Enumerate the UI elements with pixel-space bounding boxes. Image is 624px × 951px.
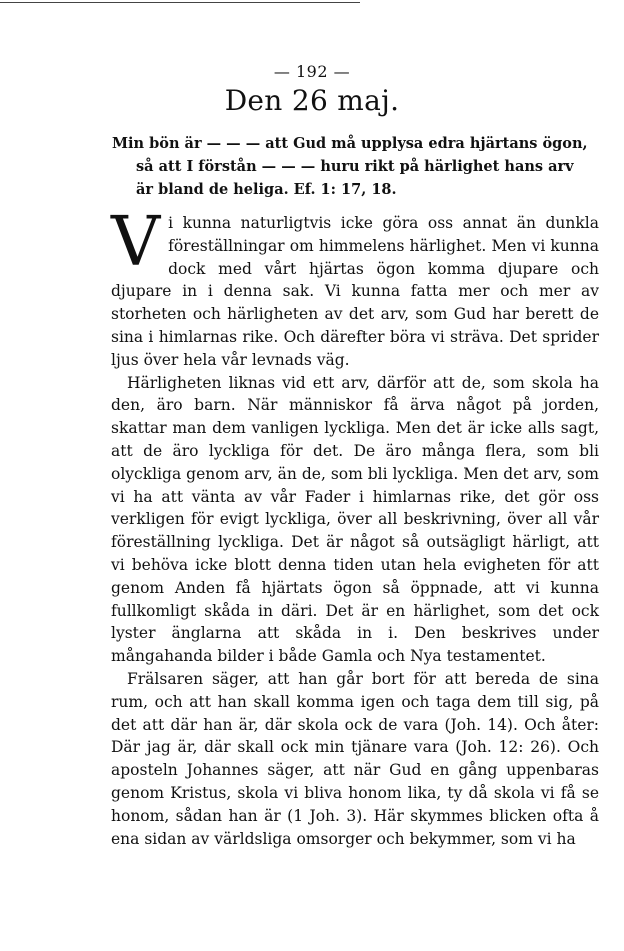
- top-rule: [0, 2, 360, 3]
- body-text: [111, 203, 599, 850]
- paragraph: [111, 203, 599, 372]
- paragraph: Frälsaren säger, att han går bort för att bereda de sina rum, och att han skall komma igen och taga dem till sig, på det att där han är, där skola ock de vara (Joh. 14). Och åter: Där jag är, där skall ock min tjänare vara (Joh. 12: 26). Och aposteln Johannes säger, att när Gud en gång uppenbaras genom Kristus, skola vi bliva honom lika, ty då skola vi få se honom, sådan han är (1 Joh. 3). Här skymmes blicken ofta å ena sidan av världsliga omsorger och bekymmer, som vi ha: [111, 669, 599, 848]
- paragraph: Härligheten liknas vid ett arv, därför att de, som skola ha den, äro barn. När människor få ärva något på jorden, skattar man dem vanligen lyckliga. Men det är icke alls sagt, att de äro lyckliga för det. De äro många flera, som bli olyckliga genom arv, än de, som bli lyckliga. Men det arv, som vi ha att vänta av vår Fader i himlarnas rike, det gör oss verkligen för evigt lyckliga, över all beskrivning, över all vår föreställning lyckliga. Det är något så outsägligt härligt, att vi behöva icke blott denna tiden utan hela evigheten för att genom Anden få hjärtats ögon så öppnade, att vi kunna fullkomligt skåda in däri. Det är en härlighet, som det ock lyster änglarna att skåda in i. Den beskrives under mångahanda bilder i både Gamla och Nya testamentet.: [111, 373, 599, 666]
- epigraph-line: Min bön är — — — att Gud må upplysa edra hjärtans ögon,: [112, 135, 588, 152]
- epigraph: [112, 132, 598, 201]
- page-title: Den 26 maj.: [224, 84, 400, 117]
- page-number: — 192 —: [273, 62, 351, 81]
- paragraph-text: i kunna naturligtvis icke göra oss annat än dunkla föreställningar om himmelens härlighet. Men vi kunna dock med vårt hjärtas ögon komma djupare och djupare in i denna sak. Vi kunna fatta mer och mer av storheten och härligheten av det arv, som Gud har berett de sina i himlarnas rike. Och därefter böra vi sträva. Det sprider ljus över hela vår levnads väg.: [111, 214, 599, 369]
- drop-cap: V: [111, 203, 161, 282]
- epigraph-line: är bland de heliga. Ef. 1: 17, 18.: [136, 181, 397, 198]
- epigraph-line: så att I förstån — — — huru rikt på härlighet hans arv: [136, 158, 574, 175]
